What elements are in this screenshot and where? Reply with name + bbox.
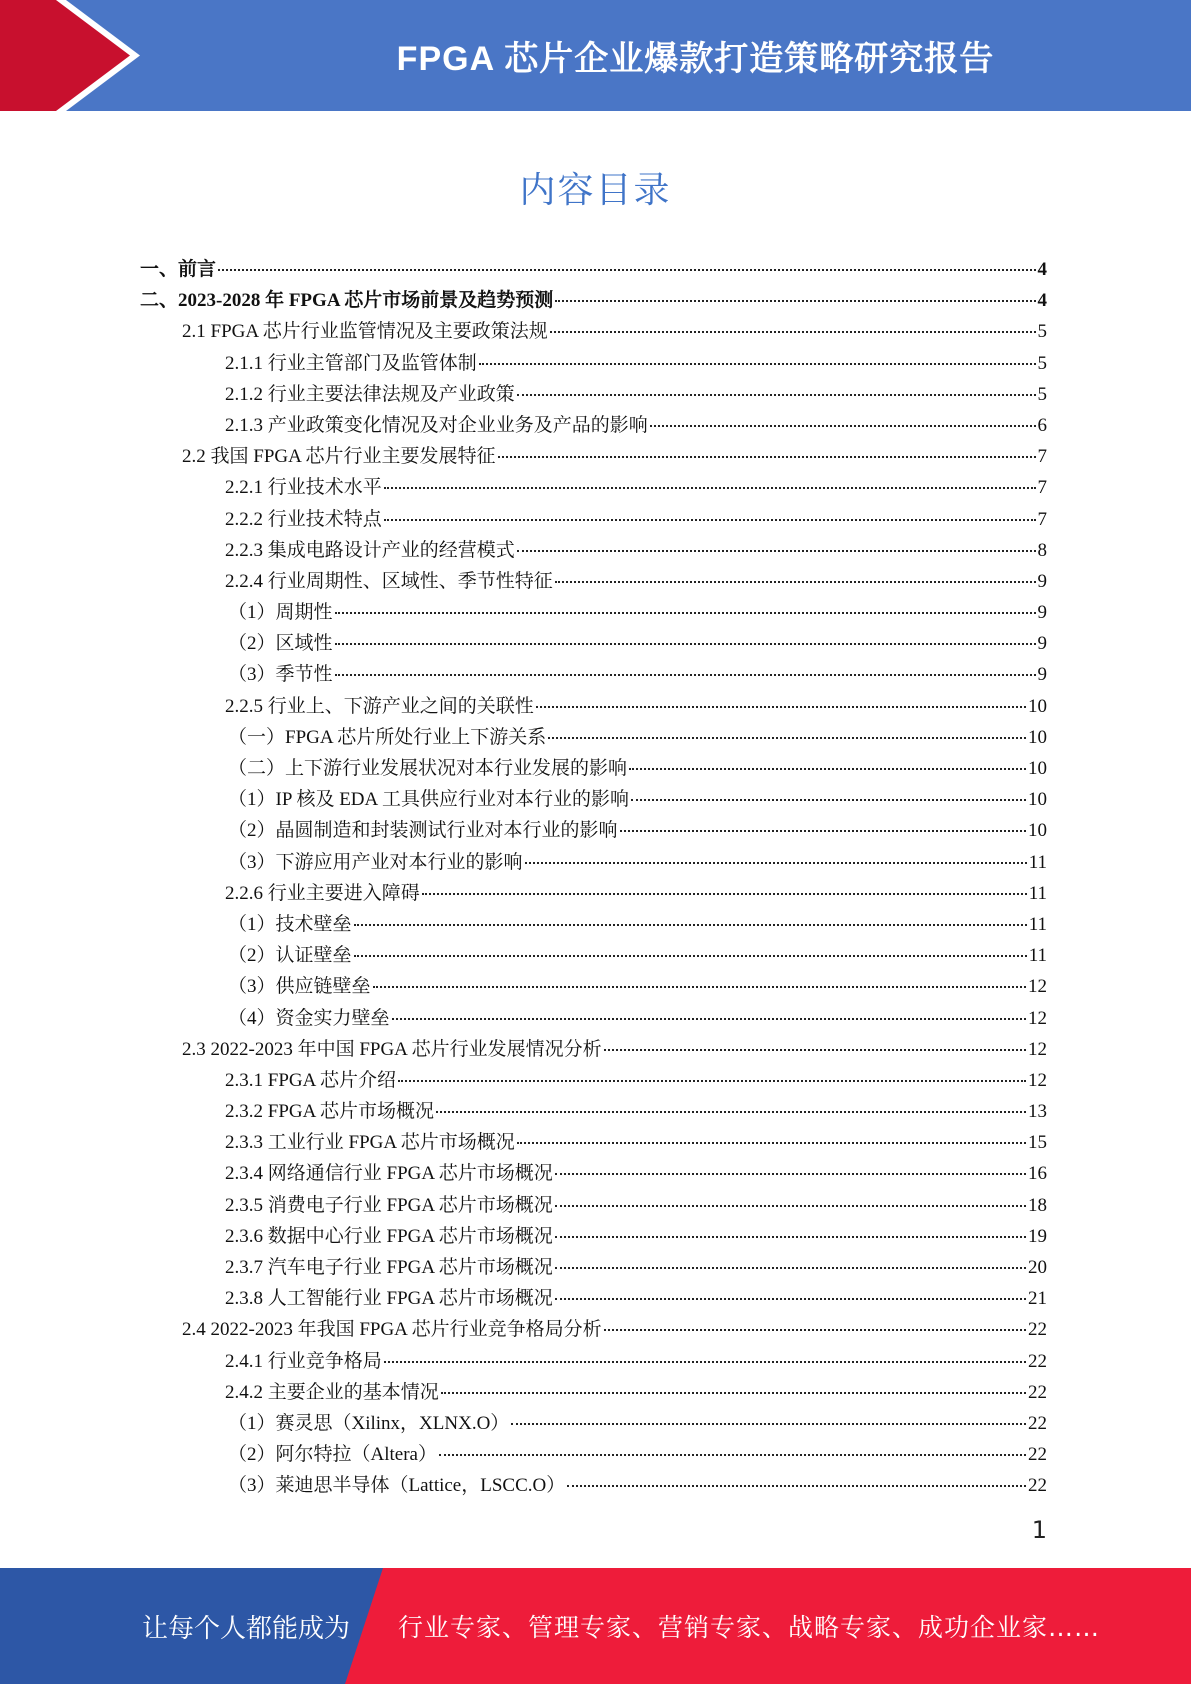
- toc-entry-page: 12: [1028, 1069, 1047, 1091]
- toc-entry-page: 22: [1028, 1350, 1047, 1372]
- toc-entry-label: 2.3.7 汽车电子行业 FPGA 芯片市场概况: [225, 1257, 553, 1278]
- toc-dot-leader: [511, 1422, 1026, 1425]
- toc-entry[interactable]: [140, 1346, 1047, 1377]
- toc-dot-leader: [517, 549, 1036, 552]
- toc-dot-leader: [555, 1297, 1026, 1300]
- toc-entry-label: 2.2.5 行业上、下游产业之间的关联性: [225, 695, 534, 717]
- toc-entry-label: （3）莱迪思半导体（Lattice，LSCC.O）: [228, 1475, 566, 1497]
- toc-dot-leader: [567, 1484, 1026, 1487]
- toc-entry-label: （3）季节性: [228, 664, 333, 686]
- toc-entry[interactable]: [140, 316, 1047, 347]
- toc-entry-page: 9: [1037, 602, 1047, 624]
- toc-entry-page: 20: [1028, 1257, 1047, 1278]
- toc-entry-page: 10: [1028, 789, 1047, 811]
- toc-entry-label: （2）阿尔特拉（Altera）: [228, 1444, 437, 1466]
- toc-dot-leader: [392, 1017, 1026, 1020]
- toc-dot-leader: [218, 268, 1035, 271]
- toc-entry-page: 15: [1028, 1132, 1047, 1154]
- toc-entry-label: 2.1 FPGA 芯片行业监管情况及主要政策法规: [182, 321, 548, 343]
- toc-dot-leader: [335, 673, 1036, 676]
- toc-dot-leader: [498, 455, 1036, 458]
- toc-entry-label: 2.4.1 行业竞争格局: [225, 1350, 382, 1372]
- toc-entry[interactable]: [140, 909, 1047, 940]
- toc-entry[interactable]: [140, 1034, 1047, 1065]
- toc-entry-page: 11: [1028, 851, 1047, 873]
- toc-entry[interactable]: [140, 472, 1047, 503]
- toc-entry[interactable]: [140, 379, 1047, 410]
- toc-entry[interactable]: [140, 1314, 1047, 1345]
- toc-dot-leader: [536, 705, 1026, 708]
- toc-entry-page: 9: [1037, 633, 1047, 655]
- toc-entry[interactable]: [140, 285, 1047, 316]
- toc-entry-page: 10: [1028, 726, 1047, 748]
- toc-dot-leader: [517, 393, 1036, 396]
- toc-dot-leader: [629, 767, 1026, 770]
- toc-entry[interactable]: [140, 597, 1047, 628]
- toc-entry-label: （1）技术壁垒: [228, 913, 352, 935]
- toc-entry[interactable]: [140, 1158, 1047, 1189]
- toc-dot-leader: [335, 611, 1036, 614]
- toc-dot-leader: [555, 299, 1035, 302]
- toc-entry-label: 2.4.2 主要企业的基本情况: [225, 1381, 439, 1403]
- toc-entry-label: 2.2.3 集成电路设计产业的经营模式: [225, 539, 515, 561]
- toc-entry-page: 19: [1028, 1225, 1047, 1247]
- toc-dot-leader: [555, 1172, 1026, 1175]
- toc-entry-page: 13: [1028, 1101, 1047, 1123]
- toc-entry-page: 22: [1028, 1475, 1047, 1497]
- toc-entry[interactable]: [140, 784, 1047, 815]
- toc-entry[interactable]: [140, 535, 1047, 566]
- toc-entry[interactable]: [140, 940, 1047, 971]
- toc-dot-leader: [604, 1328, 1026, 1331]
- toc-entry-label: 二、2023-2028 年 FPGA 芯片市场前景及趋势预测: [140, 290, 554, 312]
- toc-entry[interactable]: [140, 1439, 1047, 1470]
- toc-entry[interactable]: [140, 1127, 1047, 1158]
- toc-entry[interactable]: [140, 1408, 1047, 1439]
- toc-entry-page: 7: [1037, 508, 1047, 530]
- toc-dot-leader: [525, 861, 1027, 864]
- toc-entry[interactable]: [140, 628, 1047, 659]
- toc-entry-page: 10: [1028, 820, 1047, 842]
- toc-entry-page: 18: [1028, 1194, 1047, 1216]
- toc-entry-page: 8: [1037, 539, 1047, 561]
- toc-dot-leader: [604, 1048, 1026, 1051]
- toc-dot-leader: [373, 985, 1026, 988]
- toc-dot-leader: [555, 1235, 1026, 1238]
- toc-entry-page: 21: [1028, 1288, 1047, 1310]
- toc-entry[interactable]: [140, 722, 1047, 753]
- toc-dot-leader: [650, 424, 1036, 427]
- toc-entry-label: 2.3.1 FPGA 芯片介绍: [225, 1069, 397, 1091]
- toc-entry-page: 11: [1028, 913, 1047, 935]
- toc-entry-label: 2.3 2022-2023 年中国 FPGA 芯片行业发展情况分析: [182, 1038, 602, 1060]
- toc-entry[interactable]: [140, 566, 1047, 597]
- toc-entry[interactable]: [140, 1221, 1047, 1252]
- toc-entry-label: （2）晶圆制造和封装测试行业对本行业的影响: [228, 820, 618, 842]
- toc-entry-label: （2）区域性: [228, 633, 333, 655]
- toc-entry-page: 12: [1028, 1038, 1047, 1060]
- toc-dot-leader: [441, 1391, 1026, 1394]
- toc-entry-page: 11: [1028, 945, 1047, 967]
- toc-entry-page: 5: [1037, 352, 1047, 374]
- footer-slogan-right: 行业专家、管理专家、营销专家、战略专家、成功企业家……: [398, 1613, 1101, 1642]
- toc-entry-label: 2.1.1 行业主管部门及监管体制: [225, 352, 477, 374]
- toc-entry[interactable]: [140, 1096, 1047, 1127]
- toc-dot-leader: [384, 518, 1036, 521]
- toc-entry-label: （3）下游应用产业对本行业的影响: [228, 851, 523, 873]
- toc-entry-page: 4: [1037, 290, 1047, 312]
- toc-entry-page: 22: [1028, 1381, 1047, 1403]
- toc-entry[interactable]: [140, 847, 1047, 878]
- toc-entry-label: 2.2.1 行业技术水平: [225, 477, 382, 499]
- toc-entry-page: 11: [1028, 882, 1047, 904]
- report-header: [0, 0, 1191, 111]
- toc-dot-leader: [620, 829, 1026, 832]
- toc-entry[interactable]: [140, 659, 1047, 690]
- toc-entry-page: 16: [1028, 1163, 1047, 1185]
- toc-entry[interactable]: [140, 504, 1047, 535]
- toc-entry-label: （1）IP 核及 EDA 工具供应行业对本行业的影响: [228, 789, 629, 811]
- toc-entry-label: （2）认证壁垒: [228, 945, 352, 967]
- toc-entry-page: 22: [1028, 1319, 1047, 1341]
- toc-entry[interactable]: [140, 1190, 1047, 1221]
- toc-entry-label: 2.2.2 行业技术特点: [225, 508, 382, 530]
- toc-entry-label: 2.2 我国 FPGA 芯片行业主要发展特征: [182, 446, 496, 468]
- toc-entry[interactable]: [140, 691, 1047, 722]
- toc-entry-label: 2.4 2022-2023 年我国 FPGA 芯片行业竞争格局分析: [182, 1319, 602, 1341]
- report-footer: [0, 1568, 1191, 1684]
- toc-entry-page: 7: [1037, 446, 1047, 468]
- toc-entry-label: 一、前言: [140, 259, 217, 280]
- toc-dot-leader: [384, 1360, 1026, 1363]
- toc-entry-page: 22: [1028, 1412, 1047, 1434]
- toc-dot-leader: [398, 1079, 1026, 1082]
- toc-entry-page: 10: [1028, 758, 1047, 779]
- toc-dot-leader: [631, 798, 1026, 801]
- toc-entry[interactable]: [140, 1283, 1047, 1314]
- toc-entry-label: 2.2.4 行业周期性、区域性、季节性特征: [225, 570, 553, 592]
- toc-entry[interactable]: [140, 878, 1047, 909]
- header-chevron-decoration: [0, 0, 160, 111]
- toc-entry-label: （3）供应链壁垒: [228, 976, 371, 998]
- toc-entry[interactable]: [140, 1377, 1047, 1408]
- toc-dot-leader: [335, 642, 1036, 645]
- toc-entry-page: 5: [1037, 321, 1047, 343]
- toc-entry[interactable]: [140, 441, 1047, 472]
- report-title: FPGA 芯片企业爆款打造策略研究报告: [396, 40, 995, 78]
- toc-entry-label: 2.1.3 产业政策变化情况及对企业业务及产品的影响: [225, 414, 648, 436]
- toc-entry[interactable]: [140, 753, 1047, 784]
- toc-dot-leader: [354, 954, 1027, 957]
- toc-dot-leader: [555, 580, 1036, 583]
- toc-entry-label: （二）上下游行业发展状况对本行业发展的影响: [228, 758, 628, 779]
- toc-dot-leader: [479, 362, 1036, 365]
- toc-entry-label: 2.3.4 网络通信行业 FPGA 芯片市场概况: [225, 1163, 553, 1185]
- toc-entry-page: 9: [1037, 570, 1047, 592]
- toc-entry[interactable]: [140, 254, 1047, 285]
- toc-entry-page: 9: [1037, 664, 1047, 686]
- toc-entry-page: 5: [1037, 383, 1047, 405]
- toc-entry-page: 4: [1037, 259, 1047, 280]
- toc-entry-label: 2.3.6 数据中心行业 FPGA 芯片市场概况: [225, 1225, 553, 1247]
- toc-dot-leader: [548, 736, 1026, 739]
- toc-heading: 内容目录: [519, 170, 672, 211]
- page-number: 1: [1031, 1516, 1047, 1544]
- toc-dot-leader: [439, 1453, 1026, 1456]
- toc-entry[interactable]: [140, 410, 1047, 441]
- toc-entry-label: 2.3.5 消费电子行业 FPGA 芯片市场概况: [225, 1194, 553, 1216]
- toc-entry[interactable]: [140, 1470, 1047, 1501]
- toc-dot-leader: [422, 892, 1027, 895]
- toc-dot-leader: [436, 1110, 1026, 1113]
- toc-entry-label: （一）FPGA 芯片所处行业上下游关系: [228, 726, 547, 748]
- toc-entry-label: 2.3.3 工业行业 FPGA 芯片市场概况: [225, 1132, 515, 1154]
- toc-entry-label: 2.3.2 FPGA 芯片市场概况: [225, 1101, 435, 1123]
- toc-entry-page: 10: [1028, 695, 1047, 717]
- toc-entry[interactable]: [140, 971, 1047, 1002]
- toc-entry-label: 2.3.8 人工智能行业 FPGA 芯片市场概况: [225, 1288, 553, 1310]
- toc-entry-label: 2.1.2 行业主要法律法规及产业政策: [225, 383, 515, 405]
- toc-dot-leader: [384, 486, 1036, 489]
- toc-entry-label: 2.2.6 行业主要进入障碍: [225, 882, 420, 904]
- toc-entry-page: 22: [1028, 1444, 1047, 1466]
- toc-entry[interactable]: [140, 1065, 1047, 1096]
- toc-dot-leader: [517, 1141, 1026, 1144]
- toc-entry-page: 12: [1028, 1007, 1047, 1029]
- toc-dot-leader: [555, 1266, 1026, 1269]
- toc-entry-label: （4）资金实力壁垒: [228, 1007, 390, 1029]
- table-of-contents: [140, 254, 1047, 1502]
- toc-entry-page: 6: [1037, 414, 1047, 436]
- toc-entry[interactable]: [140, 1003, 1047, 1034]
- toc-entry-page: 7: [1037, 477, 1047, 499]
- toc-entry-label: （1）赛灵思（Xilinx，XLNX.O）: [228, 1412, 510, 1434]
- toc-entry[interactable]: [140, 1252, 1047, 1283]
- footer-slogan-left: 让每个人都能成为: [142, 1613, 351, 1644]
- toc-entry-page: 12: [1028, 976, 1047, 998]
- toc-entry[interactable]: [140, 815, 1047, 846]
- toc-dot-leader: [354, 923, 1027, 926]
- toc-dot-leader: [555, 1204, 1026, 1207]
- toc-dot-leader: [550, 330, 1036, 333]
- toc-entry[interactable]: [140, 348, 1047, 379]
- toc-entry-label: （1）周期性: [228, 602, 333, 624]
